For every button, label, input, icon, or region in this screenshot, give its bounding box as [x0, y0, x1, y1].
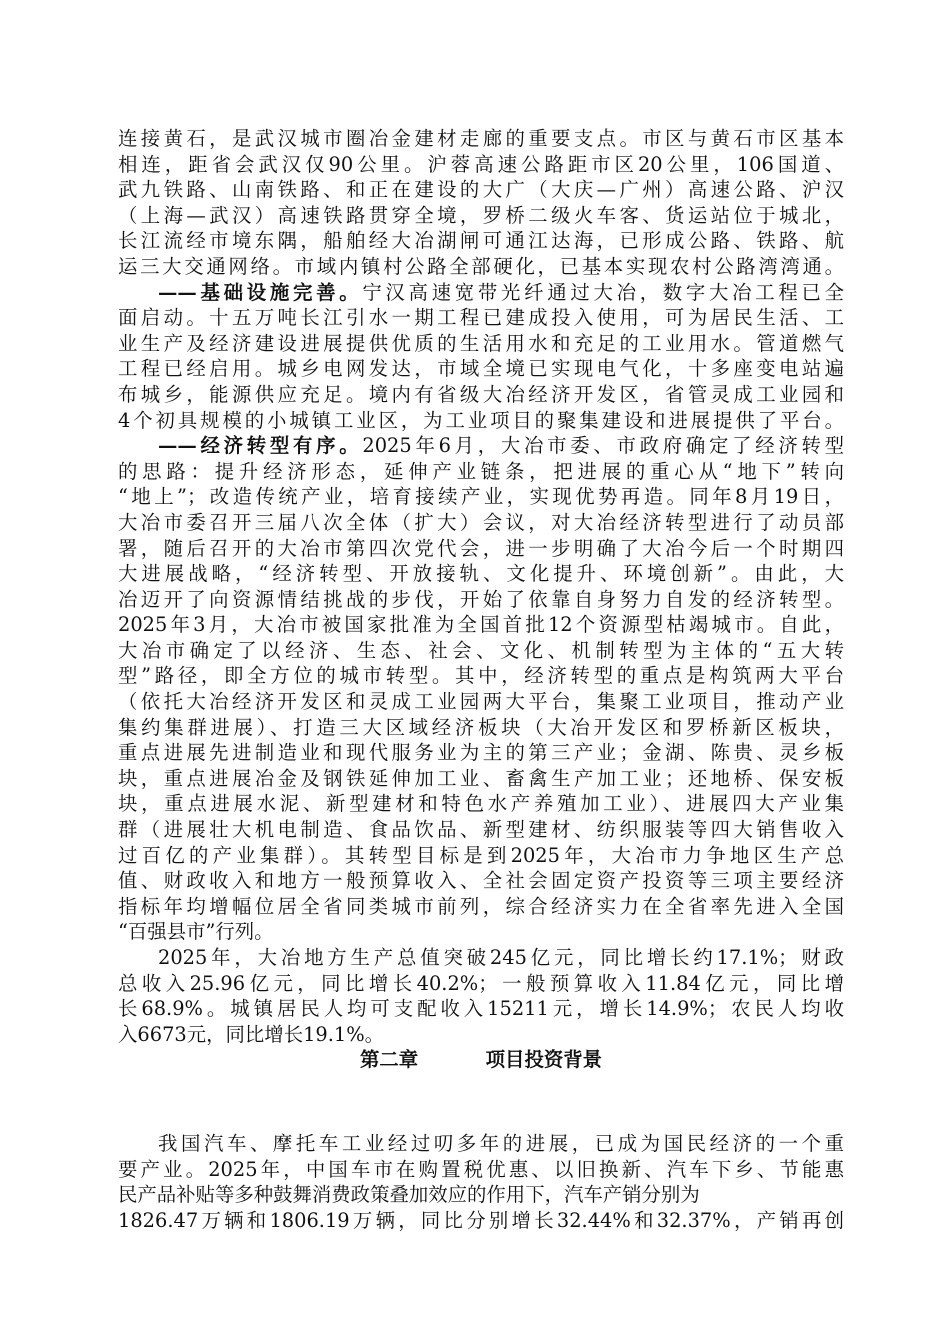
paragraph-statistics	[118, 945, 844, 1047]
text-line: 署，随后召开的大冶市第四次党代会，进一步明确了大冶今后一个时期四	[118, 536, 844, 560]
paragraph-lead: ——基础设施完善。	[158, 280, 363, 304]
paragraph-transport	[118, 126, 844, 280]
paragraph-infrastructure	[118, 280, 844, 434]
text-line	[118, 280, 844, 306]
text-line: 4个初具规模的小城镇工业区，为工业项目的聚集建设和进展提供了平台。	[118, 408, 844, 432]
text-line: 2025年3月，大冶市被国家批准为全国首批12个资源型枯竭城市。自此，	[118, 613, 844, 637]
text-line: （依托大冶经济开发区和灵成工业园两大平台，集聚工业项目，推动产业	[118, 690, 844, 714]
text-line: （上海—武汉）高速铁路贯穿全境，罗桥二级火车客、货运站位于城北，	[118, 203, 844, 227]
document-page	[118, 126, 844, 1233]
text-line: 面启动。十五万吨长江引水一期工程已建成投入使用，可为居民生活、工	[118, 306, 844, 330]
text-line: 武九铁路、山南铁路、和正在建设的大广（大庆—广州）高速公路、沪汉	[118, 178, 844, 202]
text-line: 长江流经市境东隅，船舶经大冶湖闸可通江达海，已形成公路、铁路、航	[118, 229, 844, 253]
text-line: 长68.9%。城镇居民人均可支配收入15211元，增长14.9%；农民人均收	[118, 997, 844, 1021]
text-line: 布城乡，能源供应充足。境内有省级大冶经济开发区，省管灵成工业园和	[118, 382, 844, 406]
text-line: 值、财政收入和地方一般预算收入、全社会固定资产投资等三项主要经济	[118, 869, 844, 893]
text-line: 重点进展先进制造业和现代服务业为主的第三产业；金湖、陈贵、灵乡板	[118, 741, 844, 765]
text-line: 块，重点进展水泥、新型建材和特色水产养殖加工业）、进展四大产业集	[118, 792, 844, 816]
text-line: 型”路径，即全方位的城市转型。其中，经济转型的重点是构筑两大平台	[118, 664, 844, 688]
text-line: 民产品补贴等多种鼓舞消费政策叠加效应的作用下，汽车产销分别为	[118, 1183, 700, 1207]
text-line	[118, 433, 844, 459]
text-line: 冶迈开了向资源情结挑战的步伐，开始了依靠自身努力自发的经济转型。	[118, 587, 844, 611]
chapter-title: 项目投资背景	[485, 1048, 603, 1072]
chapter-number: 第二章	[359, 1048, 419, 1072]
text-span: 2025年6月，大冶市委、市政府确定了经济转型	[362, 434, 844, 458]
text-line: 业生产及经济建设进展提供优质的生活用水和充足的工业用水。管道燃气	[118, 331, 844, 355]
text-line: 入6673元，同比增长19.1%。	[118, 1022, 385, 1046]
paragraph-economic-transition	[118, 433, 844, 945]
text-line: 2025年，大冶地方生产总值突破245亿元，同比增长约17.1%；财政	[158, 946, 844, 969]
text-line: 1826.47万辆和1806.19万辆，同比分别增长32.44%和32.37%，产销再创	[118, 1208, 844, 1232]
text-line: “地上”；改造传统产业，培育接续产业，实现优势再造。同年8月19日，	[118, 485, 844, 509]
text-line: 大冶市委召开三届八次全体（扩大）会议，对大冶经济转型进行了动员部	[118, 510, 844, 534]
paragraph-lead: ——经济转型有序。	[158, 434, 363, 458]
text-line: 指标年均增幅位居全省同类城市前列，综合经济实力在全省率先进入全国	[118, 894, 844, 918]
text-line: 大冶市确定了以经济、生态、社会、文化、机制转型为主体的“五大转	[118, 638, 844, 662]
text-line: 工程已经启用。城乡电网发达，市域全境已实现电气化，十多座变电站遍	[118, 357, 844, 381]
text-line: 运三大交通网络。市域内镇村公路全部硬化，已基本实现农村公路湾湾通。	[118, 254, 844, 278]
text-line: 大进展战略，“经济转型、开放接轨、文化提升、环境创新”。由此，大	[118, 562, 844, 586]
text-line: 连接黄石，是武汉城市圈冶金建材走廊的重要支点。市区与黄石市区基本	[118, 127, 844, 150]
spacer	[118, 1073, 844, 1131]
text-line: 的思路：提升经济形态，延伸产业链条，把进展的重心从“地下”转向	[118, 459, 844, 483]
text-line: 要产业。2025年，中国车市在购置税优惠、以旧换新、汽车下乡、节能惠	[118, 1157, 844, 1181]
text-line: 相连，距省会武汉仅90公里。沪蓉高速公路距市区20公里，106国道、	[118, 152, 844, 176]
text-line: 总收入25.96亿元，同比增长40.2%；一般预算收入11.84亿元，同比增	[118, 971, 844, 995]
text-line: “百强县市”行列。	[118, 920, 274, 944]
paragraph-auto-industry	[118, 1131, 844, 1233]
text-span: 宁汉高速宽带光纤通过大冶，数字大冶工程已全	[362, 280, 845, 304]
text-line: 块，重点进展冶金及钢铁延伸加工业、畜禽生产加工业；还地桥、保安板	[118, 766, 844, 790]
text-line: 过百亿的产业集群）。其转型目标是到2025年，大冶市力争地区生产总	[118, 843, 844, 867]
text-line: 我国汽车、摩托车工业经过叨多年的进展，已成为国民经济的一个重	[158, 1131, 844, 1155]
text-line: 集约集群进展）、打造三大区域经济板块（大冶开发区和罗桥新区板块，	[118, 715, 844, 739]
text-line: 群（进展壮大机电制造、食品饮品、新型建材、纺织服装等四大销售收入	[118, 818, 844, 842]
chapter-heading	[118, 1047, 844, 1073]
